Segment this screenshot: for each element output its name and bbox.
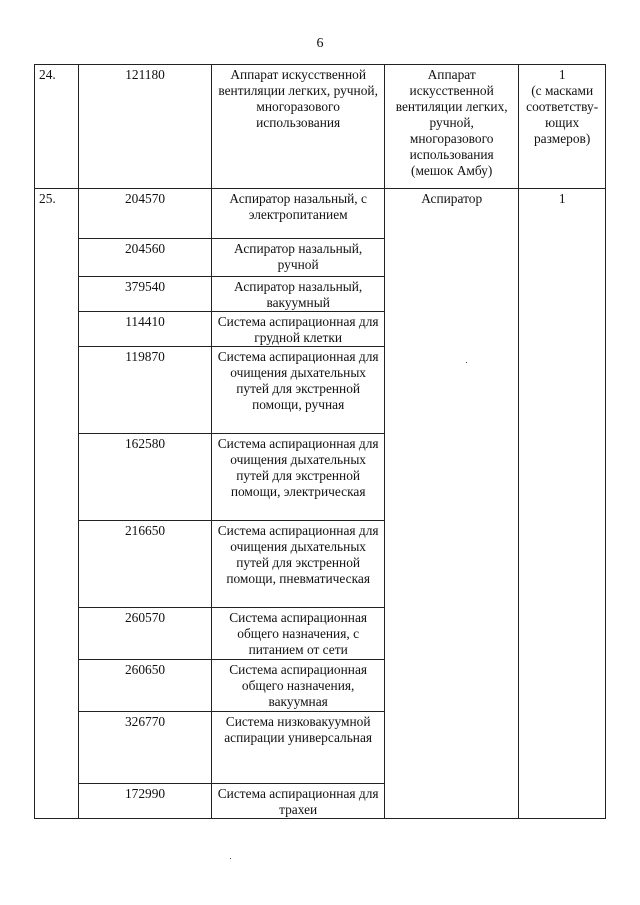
- name-cell: Система аспирационная общего назначения, с питанием от сети: [212, 608, 385, 660]
- quantity-cell: 1: [519, 189, 606, 819]
- table-row: [35, 189, 606, 239]
- group-cell: Аспиратор: [385, 189, 519, 819]
- quantity-cell: 1 (с масками соответству-ющих размеров): [519, 65, 606, 189]
- name-cell: Система аспирационная для грудной клетки: [212, 312, 385, 347]
- code-cell: 260650: [78, 660, 211, 712]
- name-cell: Система аспирационная для очищения дыхательных путей для экстренной помощи, пневматическая: [212, 521, 385, 608]
- code-cell: 172990: [78, 784, 211, 819]
- name-cell: Система аспирационная для трахеи: [212, 784, 385, 819]
- name-cell: Система аспирационная для очищения дыхательных путей для экстренной помощи, электрическая: [212, 434, 385, 521]
- name-cell: Аспиратор назальный, ручной: [212, 239, 385, 277]
- code-cell: 216650: [78, 521, 211, 608]
- equipment-table: [34, 64, 606, 819]
- code-cell: 379540: [78, 277, 211, 312]
- code-cell: 204570: [78, 189, 211, 239]
- page-number: 6: [316, 36, 324, 51]
- code-cell: 119870: [78, 347, 211, 434]
- name-cell: Система аспирационная общего назначения, вакуумная: [212, 660, 385, 712]
- name-cell: Аппарат искусственной вентиляции легких, ручной, многоразового использования: [212, 65, 385, 189]
- name-cell: Система низковакуумной аспирации универсальная: [212, 712, 385, 784]
- name-cell: Аспиратор назальный, с электропитанием: [212, 189, 385, 239]
- code-cell: 121180: [78, 65, 211, 189]
- code-cell: 162580: [78, 434, 211, 521]
- code-cell: 204560: [78, 239, 211, 277]
- code-cell: 114410: [78, 312, 211, 347]
- code-cell: 326770: [78, 712, 211, 784]
- name-cell: Система аспирационная для очищения дыхательных путей для экстренной помощи, ручная: [212, 347, 385, 434]
- code-cell: 260570: [78, 608, 211, 660]
- scan-speck: [466, 362, 467, 363]
- row-number: 24.: [35, 65, 79, 189]
- group-cell: Аппарат искусственной вентиляции легких, ручной, многоразового использования (мешок Амбу): [385, 65, 519, 189]
- name-cell: Аспиратор назальный, вакуумный: [212, 277, 385, 312]
- row-number: 25.: [35, 189, 79, 819]
- table-row: [35, 65, 606, 189]
- scan-speck: [230, 858, 231, 859]
